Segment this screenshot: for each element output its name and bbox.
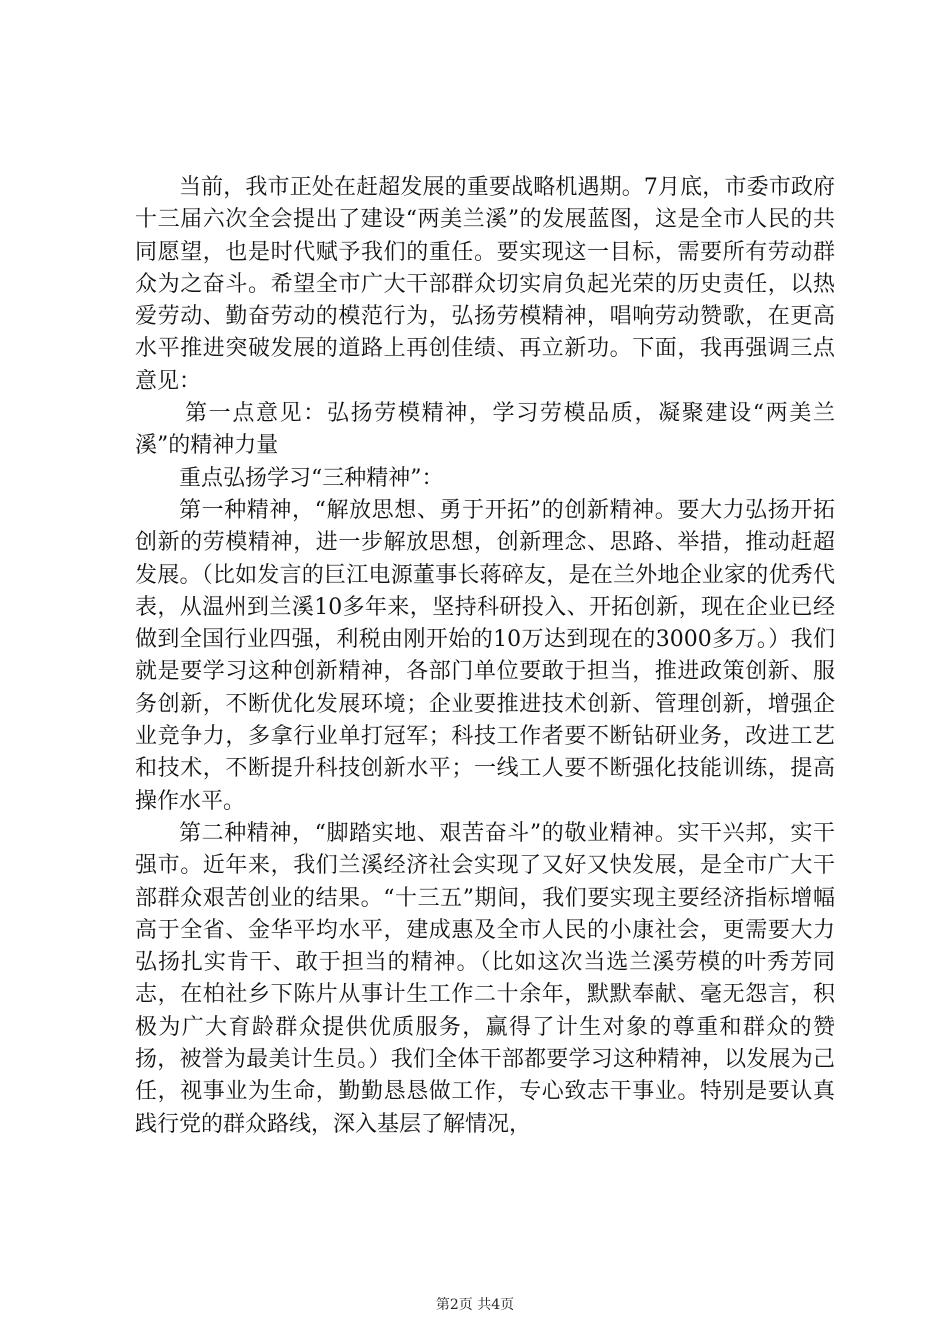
document-body <box>135 172 835 1141</box>
paragraph-intro: 当前，我市正处在赶超发展的重要战略机遇期。7月底，市委市政府十三届六次全会提出了建设“两美兰溪”的发展蓝图，这是全市人民的共同愿望，也是时代赋予我们的重任。要实现这一目标，需要所有劳动群众为之奋斗。希望全市广大干部群众切实肩负起光荣的历史责任，以热爱劳动、勤奋劳动的模范行为，弘扬劳模精神，唱响劳动赞歌，在更高水平推进突破发展的道路上再创佳绩、再立新功。下面，我再强调三点意见： <box>135 175 835 394</box>
page-footer: 第2页 共4页 <box>435 1297 515 1313</box>
paragraph-point-one-heading: 第一点意见：弘扬劳模精神，学习劳模品质，凝聚建设“两美兰溪”的精神力量 <box>135 401 835 459</box>
paragraph-spirit-one: 第一种精神，“解放思想、勇于开拓”的创新精神。要大力弘扬开拓创新的劳模精神，进一步解放思想，创新理念、思路、举措，推动赶超发展。（比如发言的巨江电源董事长蒋碎友，是在兰外地企业家的优秀代表，从温州到兰溪10多年来，坚持科研投入、开拓创新，现在企业已经做到全国行业四强，利税由刚开始的10万达到现在的3000多万。）我们就是要学习这种创新精神，各部门单位要敢于担当，推进政策创新、服务创新，不断优化发展环境；企业要推进技术创新、管理创新，增强企业竞争力，多拿行业单打冠军；科技工作者要不断钻研业务，改进工艺和技术，不断提升科技创新水平；一线工人要不断强化技能训练，提高操作水平。 <box>135 497 835 814</box>
paragraph-three-spirits: 重点弘扬学习“三种精神”： <box>179 465 444 491</box>
paragraph-spirit-two: 第二种精神，“脚踏实地、艰苦奋斗”的敬业精神。实干兴邦，实干强市。近年来，我们兰溪经济社会实现了又好又快发展，是全市广大干部群众艰苦创业的结果。“十三五”期间，我们要实现主要经济指标增幅高于全省、金华平均水平，建成惠及全市人民的小康社会，更需要大力弘扬扎实肯干、敢于担当的精神。（比如这次当选兰溪劳模的叶秀芳同志，在柏社乡下陈片从事计生工作二十余年，默默奉献、毫无怨言，积极为广大育龄群众提供优质服务，赢得了计生对象的尊重和群众的赞扬，被誉为最美计生员。）我们全体干部都要学习这种精神，以发展为己任，视事业为生命，勤勤恳恳做工作，专心致志干事业。特别是要认真践行党的群众路线，深入基层了解情况， <box>135 820 835 1137</box>
